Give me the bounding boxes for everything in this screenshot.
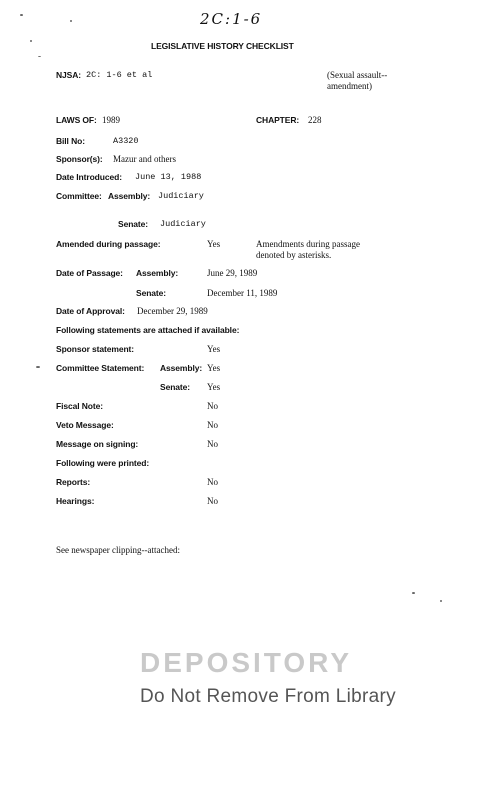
laws-of-label: LAWS OF:: [56, 115, 97, 125]
njsa-note: (Sexual assault-- amendment): [327, 70, 388, 91]
laws-of-value: 1989: [102, 115, 120, 125]
passage-assembly-value: June 29, 1989: [207, 268, 258, 278]
hearings-value: No: [207, 496, 218, 506]
bill-no-value: A3320: [113, 136, 139, 146]
committee-statement-senate-value: Yes: [207, 382, 221, 392]
date-of-passage-label: Date of Passage:: [56, 268, 123, 278]
veto-message-label: Veto Message:: [56, 420, 114, 430]
committee-statement-label: Committee Statement:: [56, 363, 145, 373]
committee-statement-assembly-value: Yes: [207, 363, 221, 373]
depository-stamp: DEPOSITORY: [140, 647, 353, 678]
message-on-signing-value: No: [207, 439, 218, 449]
veto-message-value: No: [207, 420, 218, 430]
sponsors-value: Mazur and others: [113, 154, 176, 164]
sponsors-label: Sponsor(s):: [56, 154, 103, 164]
do-not-remove-stamp: Do Not Remove From Library: [140, 686, 396, 707]
committee-senate-value: Judiciary: [160, 219, 206, 229]
sponsor-statement-label: Sponsor statement:: [56, 344, 135, 354]
passage-senate-value: December 11, 1989: [207, 288, 278, 298]
scan-speck: [440, 600, 442, 602]
date-of-approval-value: December 29, 1989: [137, 306, 208, 316]
amended-value: Yes: [207, 239, 221, 249]
message-on-signing-label: Message on signing:: [56, 439, 139, 449]
clipping-note: See newspaper clipping--attached:: [56, 545, 180, 555]
chapter-value: 228: [308, 115, 322, 125]
scan-speck: [412, 592, 415, 594]
chapter-label: CHAPTER:: [256, 115, 300, 125]
scan-speck: [70, 20, 72, 22]
hearings-label: Hearings:: [56, 496, 95, 506]
date-of-approval-label: Date of Approval:: [56, 306, 125, 316]
reports-value: No: [207, 477, 218, 487]
sponsor-statement-value: Yes: [207, 344, 221, 354]
reports-label: Reports:: [56, 477, 91, 487]
bill-no-label: Bill No:: [56, 136, 85, 146]
scan-speck: [20, 14, 23, 16]
fiscal-note-value: No: [207, 401, 218, 411]
statements-heading: Following statements are attached if available:: [56, 325, 240, 335]
handwritten-page-number: 2C:1-6: [200, 10, 263, 28]
njsa-label: NJSA:: [56, 70, 82, 80]
committee-statement-senate-label: Senate:: [160, 382, 191, 392]
amended-note: Amendments during passage denoted by asterisks.: [256, 239, 360, 260]
committee-statement-assembly-label: Assembly:: [160, 363, 203, 373]
njsa-value: 2C: 1-6 et al: [86, 70, 153, 80]
committee-assembly-value: Judiciary: [158, 191, 204, 201]
fiscal-note-label: Fiscal Note:: [56, 401, 103, 411]
amended-label: Amended during passage:: [56, 239, 161, 249]
scan-speck: [38, 56, 41, 57]
committee-label: Committee:: [56, 191, 102, 201]
date-introduced-value: June 13, 1988: [135, 172, 202, 182]
committee-senate-label: Senate:: [118, 219, 149, 229]
committee-assembly-label: Assembly:: [108, 191, 151, 201]
passage-assembly-label: Assembly:: [136, 268, 179, 278]
document-title: LEGISLATIVE HISTORY CHECKLIST: [151, 41, 294, 51]
passage-senate-label: Senate:: [136, 288, 167, 298]
scan-speck: [30, 40, 32, 42]
printed-heading: Following were printed:: [56, 458, 150, 468]
date-introduced-label: Date Introduced:: [56, 172, 122, 182]
scan-speck: [36, 366, 40, 368]
